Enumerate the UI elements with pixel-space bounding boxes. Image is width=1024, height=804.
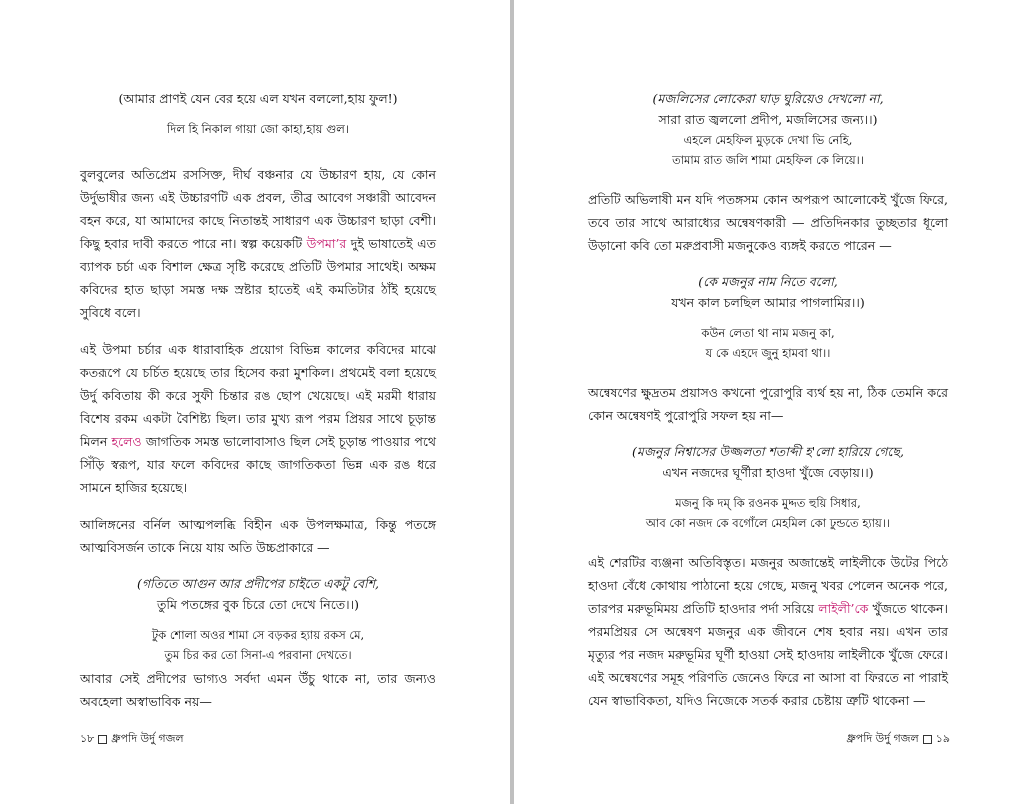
- verse-original-line: মজনু কি দম্ কি রওনক মুদ্দত হুয়ি সিধার,: [675, 496, 861, 510]
- verse-translation-line: (মজনুর নিশ্বাসের উজ্জলতা শতাব্দী হ'লো হারিয়ে গেছে,: [632, 444, 904, 459]
- verse-original-line: আব কো নজদ কে বগোঁলে মেহমিল কো ঢুন্ডতে হ্যায়।।: [645, 516, 891, 530]
- verse-original-line: য কে এহদে জুনু হামবা থা।।: [705, 346, 831, 360]
- left-page-content: [80, 88, 436, 713]
- verse-translation-line: সারা রাত জ্বললো প্রদীপ, মজলিসের জন্য।।): [658, 112, 878, 127]
- verse-original-line: দিল হি নিকাল গায়া জো কাহা,হায় গুল।: [167, 122, 349, 136]
- left-page: [0, 0, 510, 804]
- page-number: ১৮: [80, 732, 95, 745]
- box-separator-icon: [923, 735, 932, 744]
- book-title: ধ্রুপদি উর্দু গজল: [846, 732, 919, 745]
- verse-translation-line: (আমার প্রাণই যেন বের হয়ে এল যখন বললো,হায় ফুল!): [118, 91, 398, 106]
- paragraph-2: এই উপমা চর্চার এক ধারাবাহিক প্রয়োগ বিভিন্ন কালের কবিদের মাঝে কতরূপে যে চর্চিত হয়েছে তার হিসেব করা মুশকিল। প্রথমেই বলা হয়েছে উর্দু কবিতায় কী করে সুফী চিন্তার রঙ ছোপ খেয়েছে। এই মরমী ধারায় বিশেষ রকম একটা বৈশিষ্ট্য ছিল। তার মুখ্য রূপ পরম প্রিয়র সাথে চূড়ান্ত মিলন হলেও জাগতিক সমস্ত ভালোবাসাও ছিল সেই চূড়ান্ত পাওয়ার পথে সিঁড়ি স্বরূপ, যার ফলে কবিদের কাছে জাগতিকতা ভিন্ন এক রঙ ধরে সামনে হাজির হয়েছে।: [80, 342, 436, 495]
- page-footer: [846, 730, 950, 749]
- verse-original-line: তুম চির কর তো সিনা-এ পরবানা দেখতে।: [164, 648, 352, 662]
- page-footer: [80, 730, 184, 749]
- verse-original-line: কউন লেতা থা নাম মজনু কা,: [701, 326, 835, 340]
- highlighted-word: হলেও: [111, 434, 142, 449]
- right-page: [514, 0, 1024, 804]
- box-separator-icon: [98, 735, 107, 744]
- paragraph-3: এই শেরটির ব্যঞ্জনা অতিবিস্তৃত। মজনুর অজান্তেই লাইলীকে উটের পিঠে হাওদা বেঁধে কোথায় পাঠানো হয়ে গেছে, মজনু খবর পেলেন অনেক পরে, তারপর মরুভূমিময় প্রতিটি হাওদার পর্দা সরিয়ে লাইলী’কে খুঁজতে থাকেন। পরমপ্রিয়র সে অন্বেষণ মজনুর এক জীবনে শেষ হবার নয়। এখন তার মৃত্যুর পর নজদ মরুভূমির ঘূর্ণী হাওয়া সেই হাওদায় লাইলীকে খুঁজে ফেরে। এই অন্বেষণের সমূহ পরিণতি জেনেও ফিরে না আসা বা ফিরতে না পারাই যেন স্বাভাবিকতা, যদিও নিজেকে সতর্ক করার চেষ্টায় ত্রুটি থাকেনা —: [588, 555, 948, 708]
- paragraph-3: আলিঙ্গনের বর্নিল আত্মপলব্ধি বিহীন এক উপলক্ষমাত্র, কিন্তু পতঙ্গে আত্মবিসর্জন তাকে নিয়ে যায় অতি উচ্চপ্রাকারে —: [80, 517, 436, 555]
- book-title: ধ্রুপদি উর্দু গজল: [111, 732, 184, 745]
- verse-translation-line: (মজলিসের লোকেরা ঘাড় ঘুরিয়েও দেখলো না,: [652, 91, 884, 106]
- paragraph-2: অন্বেষণের ক্ষুদ্রতম প্রয়াসও কখনো পুরোপুরি ব্যর্থ হয় না, ঠিক তেমনি করে কোন অন্বেষণই পুরোপুরি সফল হয় না—: [588, 385, 948, 423]
- verse-translation-line: (গতিতে আগুন আর প্রদীপের চাইতে একটু বেশি,: [136, 576, 380, 591]
- page-number: ১৯: [935, 732, 950, 745]
- paragraph-4: আবার সেই প্রদীপের ভাগ্যও সর্বদা এমন উঁচু থাকে না, তার জন্যও অবহেলা অস্বাভাবিক নয়—: [80, 671, 436, 709]
- paragraph-1: বুলবুলের অতিপ্রেম রসসিক্ত, দীর্ঘ বঞ্চনার যে উচ্চারণ হায়, যে কোন উর্দুভাষীর জন্য এই উচ্চারণটি এক প্রবল, তীব্র আবেগ সঞ্চারী আবেদন বহন করে, যা আমাদের কাছে নিতান্তই সাধারণ এক উচ্চারণ ছাড়া বেশী। কিছু হবার দাবী করতে পারে না। স্বল্প কয়েকটি উপমা’র দুই ভাষাতেই এত ব্যাপক চর্চা এক বিশাল ক্ষেত্র সৃষ্টি করেছে প্রতিটি উপমার সাথেই। অক্ষম কবিদের হাত ছাড়া সমস্ত দক্ষ স্রষ্টার হাতেই এই কমতিটার ঠাঁই হয়েছে সুবিধে বলে।: [80, 167, 436, 320]
- verse-translation-line: তুমি পতঙ্গের বুক চিরে তো দেখে নিতে।।): [157, 597, 359, 612]
- verse-original-line: টুক শোলা অওর শামা সে বড়কর হ্যায় রকস মে,: [151, 628, 365, 642]
- verse-translation-line: যখন কাল চলছিল আমার পাগলামির।।): [671, 295, 865, 310]
- verse-translation-line: এখন নজদের ঘূর্ণীরা হাওদা খুঁজে বেড়ায়।।): [662, 465, 874, 480]
- verse-translation-line: (কে মজনুর নাম নিতে বলো,: [698, 274, 838, 289]
- highlighted-word: লাইলী’কে: [818, 601, 869, 616]
- right-page-content: [588, 88, 948, 712]
- verse-original-line: তামাম রাত জলি শামা মেহফিল কে লিয়ে।।: [672, 153, 864, 167]
- highlighted-word: উপমা’র: [306, 236, 347, 251]
- paragraph-1: প্রতিটি অভিলাষী মন যদি পতঙ্গসম কোন অপরূপ আলোকেই খুঁজে ফিরে, তবে তার সাথে আরাধ্যের অন্বেষণকারী — প্রতিদিনকার তুচ্ছতার ধূলো উড়ানো কবি তো মরুপ্রবাসী মজনুকেও ব্যঙ্গই করতে পারেন —: [588, 192, 948, 253]
- verse-original-line: এহলে মেহফিল মুড়কে দেখা ভি নেহি,: [683, 133, 853, 147]
